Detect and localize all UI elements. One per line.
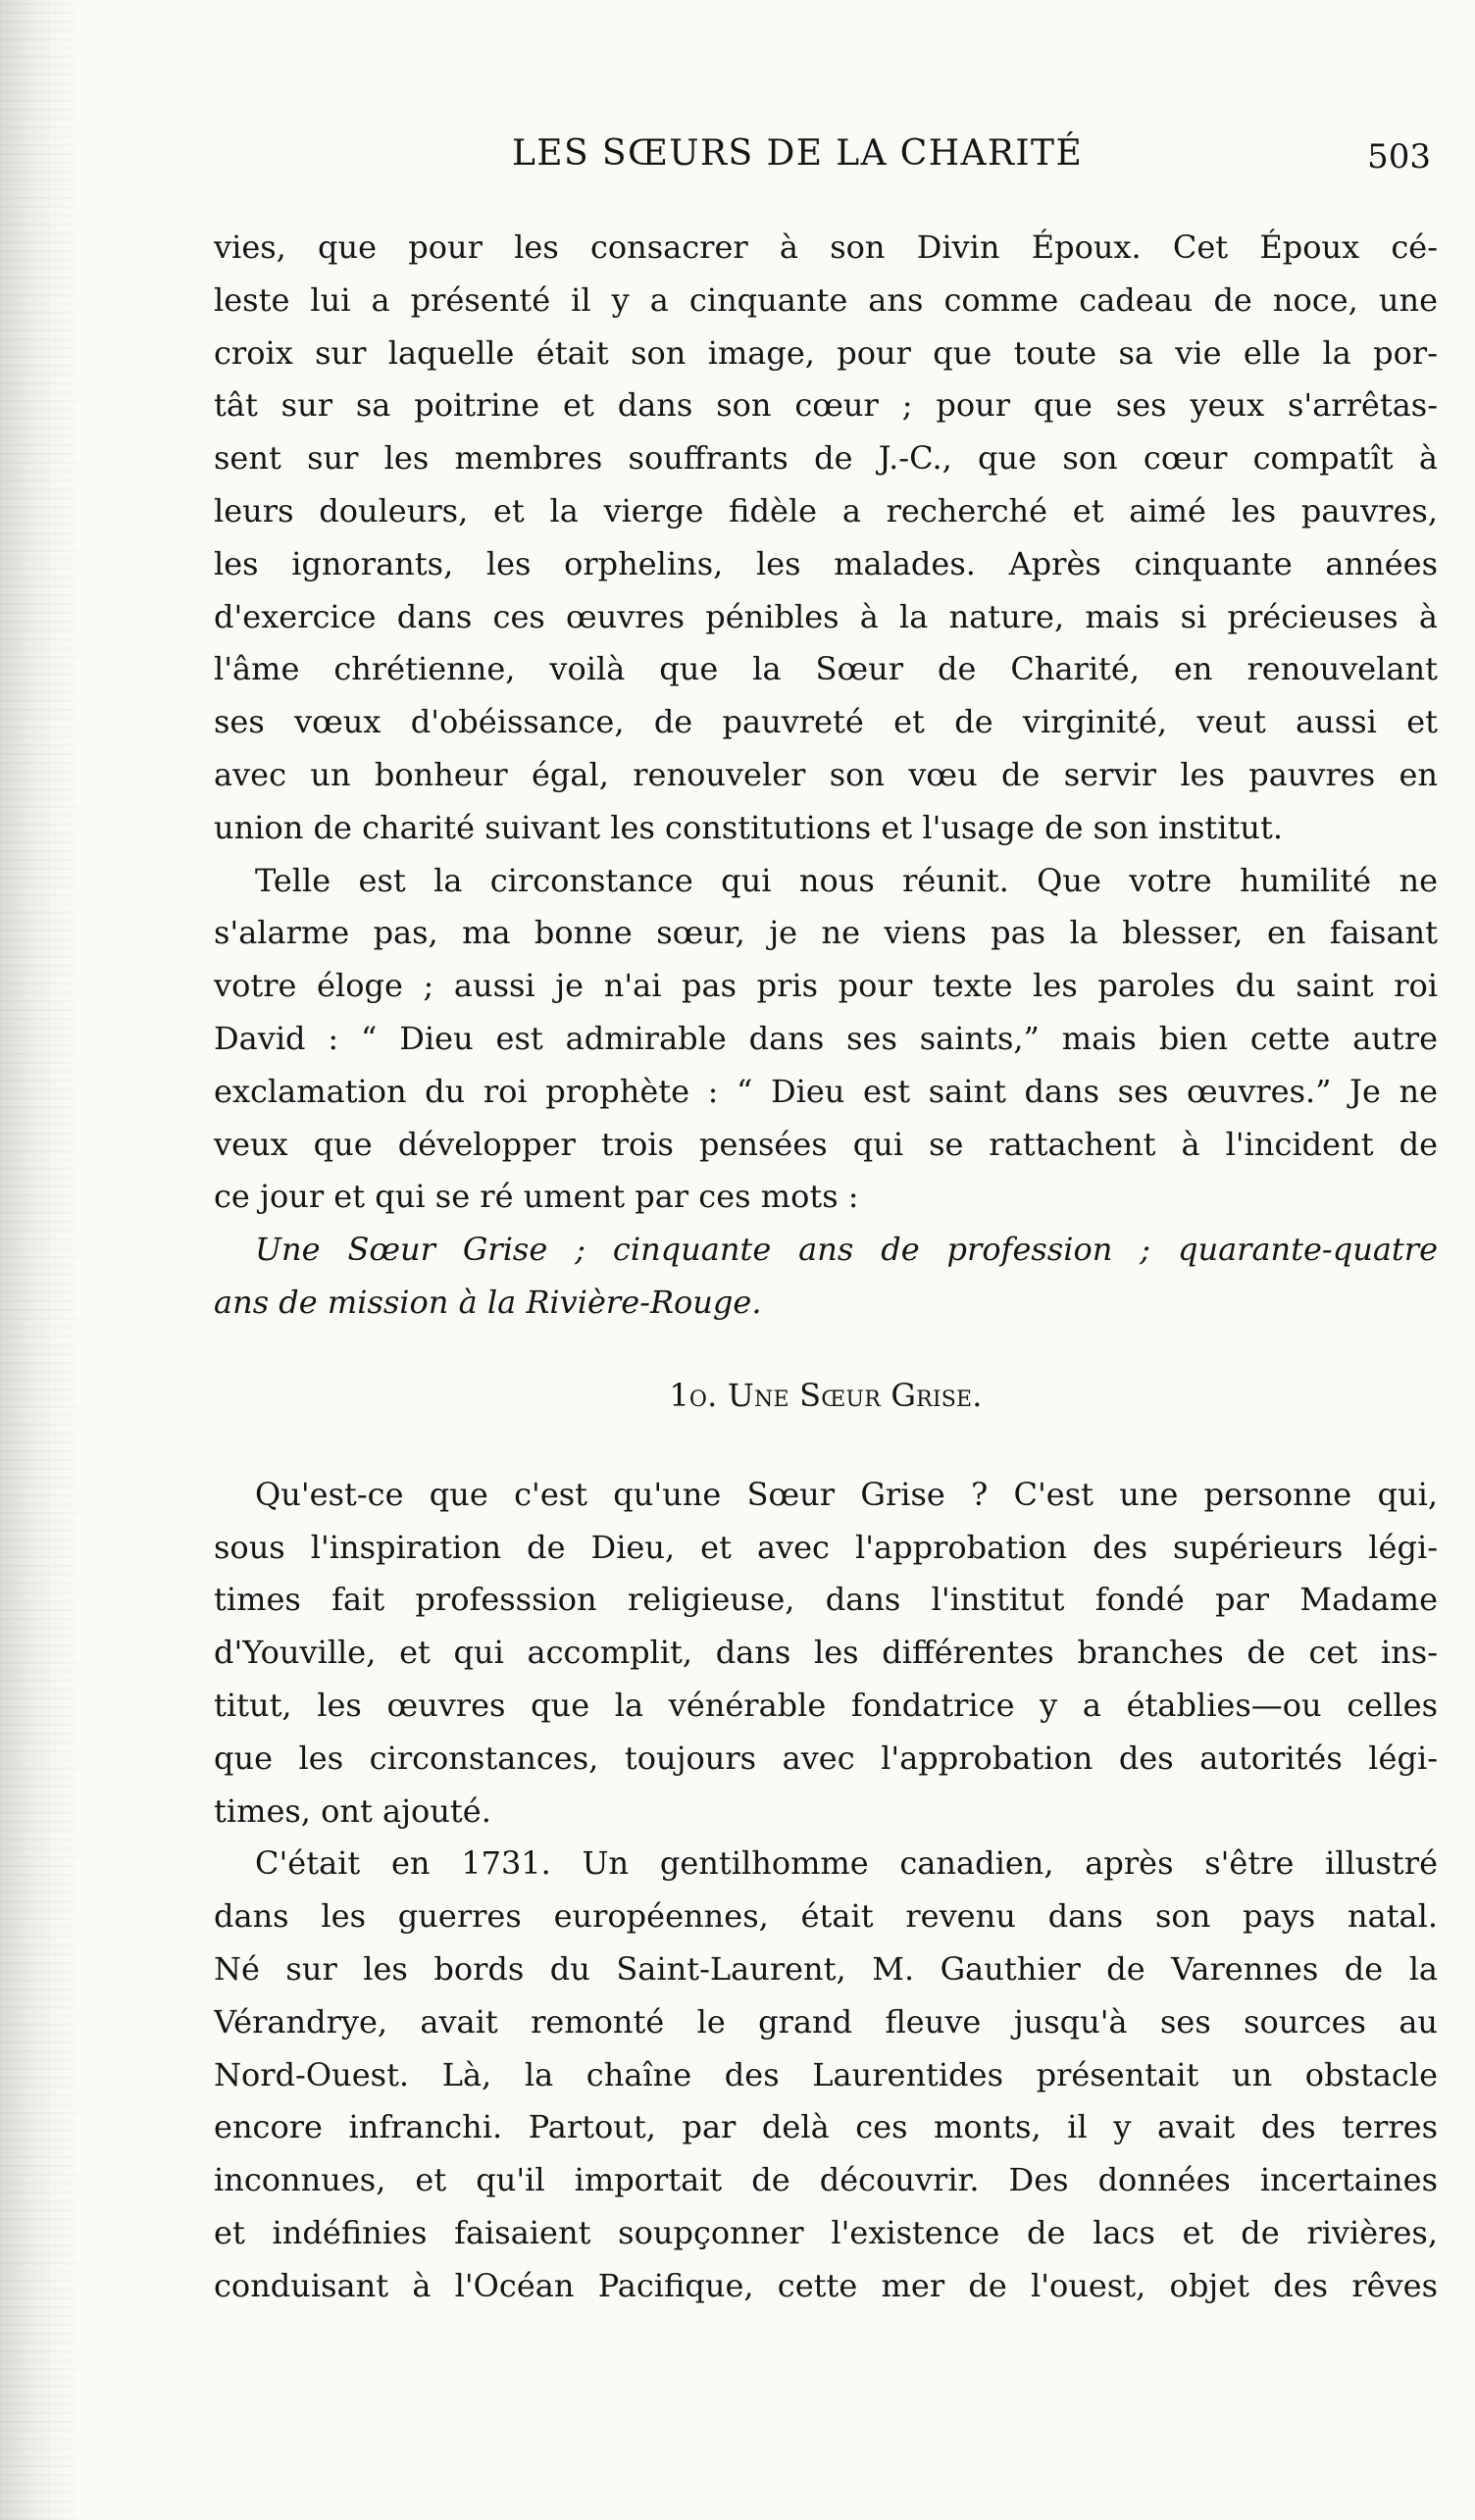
text-line: ce jour et qui se ré ument par ces mots : <box>214 1178 859 1216</box>
text-line: sent sur les membres souffrants de J.-C., que son cœur compatît à <box>214 439 1438 478</box>
page-body <box>214 222 1438 2312</box>
paragraph-1 <box>214 222 1438 855</box>
text-line: Nord-Ouest. Là, la chaîne des Laurentides présentait un obstacle <box>214 2055 1438 2093</box>
text-line: Qu'est-ce que c'est qu'une Sœur Grise ? C'est une personne qui, <box>255 1475 1438 1513</box>
text-line: d'exercice dans ces œuvres pénibles à la nature, mais si précieuses à <box>214 597 1438 635</box>
section-heading: 1o. Une Sœur Grise. <box>669 1376 983 1414</box>
text-line: d'Youville, et qui accomplit, dans les différentes branches de cet ins- <box>214 1634 1438 1672</box>
text-line: union de charité suivant les constitutions et l'usage de son institut. <box>214 808 1283 846</box>
text-line: que les circonstances, toujours avec l'approbation des autorités légi- <box>214 1739 1438 1777</box>
paragraph-4 <box>214 1838 1438 2312</box>
text-line: avec un bonheur égal, renouveler son vœu de servir les pauvres en <box>214 755 1438 793</box>
text-line: et indéfinies faisaient soupçonner l'existence de lacs et de rivières, <box>214 2213 1438 2251</box>
text-line: C'était en 1731. Un gentilhomme canadien, après s'être illustré <box>255 1844 1438 1883</box>
text-line: times fait professsion religieuse, dans l'institut fondé par Madame <box>214 1581 1438 1619</box>
text-line: tât sur sa poitrine et dans son cœur ; pour que ses yeux s'arrêtas- <box>214 386 1438 425</box>
text-line: leurs douleurs, et la vierge fidèle a recherché et aimé les pauvres, <box>214 491 1438 529</box>
paragraph-theme <box>214 1224 1438 1330</box>
text-line: s'alarme pas, ma bonne sœur, je ne viens pas la blesser, en faisant <box>214 914 1438 952</box>
text-line: Telle est la circonstance qui nous réunit. Que votre humilité ne <box>255 861 1438 899</box>
text-line: Né sur les bords du Saint-Laurent, M. Gauthier de Varennes de la <box>214 1949 1438 1988</box>
text-line: titut, les œuvres que la vénérable fondatrice y a établies—ou celles <box>214 1686 1438 1724</box>
text-line: ans de mission à la Rivière-Rouge. <box>214 1283 762 1321</box>
text-line: votre éloge ; aussi je n'ai pas pris pour texte les paroles du saint roi <box>214 967 1438 1005</box>
text-line: encore infranchi. Partout, par delà ces monts, il y avait des terres <box>214 2108 1438 2146</box>
text-line: David : “ Dieu est admirable dans ses saints,” mais bien cette autre <box>214 1019 1438 1057</box>
text-line: ses vœux d'obéissance, de pauvreté et de virginité, veut aussi et <box>214 703 1438 741</box>
text-line: veux que développer trois pensées qui se rattachent à l'incident de <box>214 1125 1438 1163</box>
paragraph-3 <box>214 1469 1438 1839</box>
text-line: vies, que pour les consacrer à son Divin Époux. Cet Époux cé- <box>214 228 1438 266</box>
text-line: conduisant à l'Océan Pacifique, cette mer de l'ouest, objet des rêves <box>214 2266 1438 2304</box>
text-line: leste lui a présenté il y a cinquante ans comme cadeau de noce, une <box>214 280 1438 319</box>
paragraph-2 <box>214 855 1438 1225</box>
text-line: sous l'inspiration de Dieu, et avec l'approbation des supérieurs légi- <box>214 1528 1438 1566</box>
text-line: les ignorants, les orphelins, les malades. Après cinquante années <box>214 544 1438 582</box>
text-line: croix sur laquelle était son image, pour que toute sa vie elle la por- <box>214 333 1438 372</box>
page-header <box>0 133 1475 192</box>
page-number: 503 <box>1367 137 1431 176</box>
text-line: Une Sœur Grise ; cinquante ans de profession ; quarante-quatre <box>255 1231 1438 1269</box>
text-line: inconnues, et qu'il importait de découvrir. Des données incertaines <box>214 2161 1438 2199</box>
text-line: times, ont ajouté. <box>214 1791 491 1830</box>
text-line: Vérandrye, avait remonté le grand fleuve jusqu'à ses sources au <box>214 2002 1438 2041</box>
text-line: dans les guerres européennes, était revenu dans son pays natal. <box>214 1897 1438 1936</box>
running-head: LES SŒURS DE LA CHARITÉ <box>512 133 1084 174</box>
text-line: exclamation du roi prophète : “ Dieu est saint dans ses œuvres.” Je ne <box>214 1072 1438 1110</box>
text-line: l'âme chrétienne, voilà que la Sœur de Charité, en renouvelant <box>214 650 1438 688</box>
